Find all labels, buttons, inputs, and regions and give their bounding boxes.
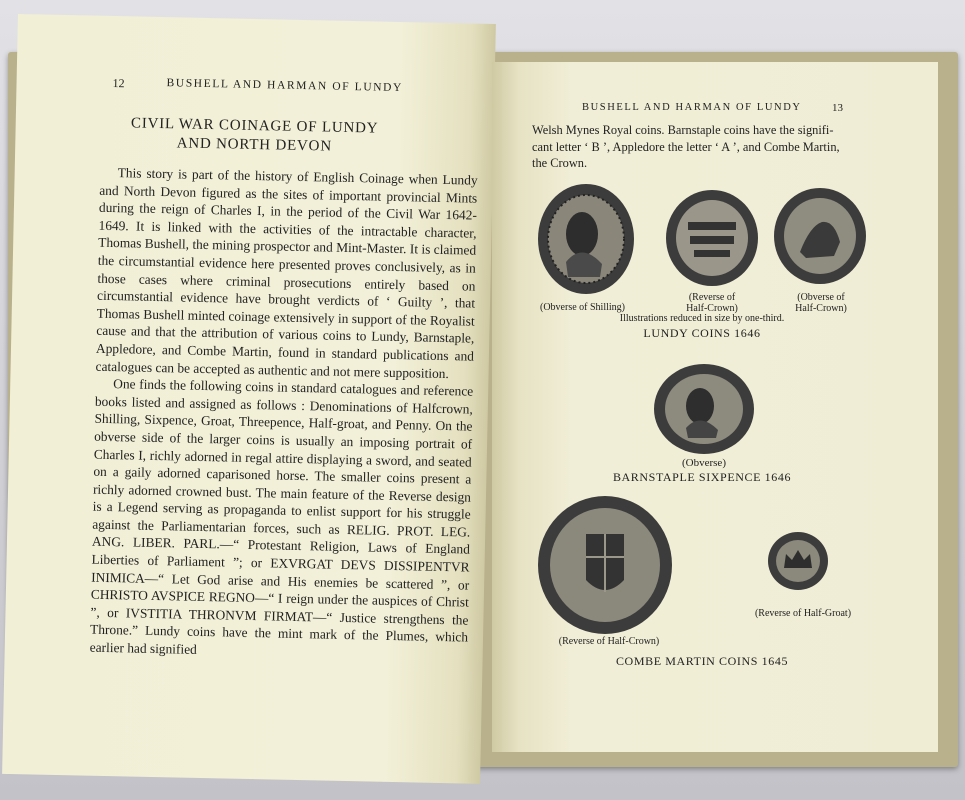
right-page [492,62,938,752]
caption-halfcrown-obverse [786,292,856,314]
intro-line-1: Welsh Mynes Royal coins. Barnstaple coins have the signifi- [532,123,834,137]
intro-line-3: the Crown. [532,156,588,170]
body-text-left [90,164,478,664]
barnstaple-title: BARNSTAPLE SIXPENCE 1646 [612,470,792,484]
intro-text [532,122,878,172]
chapter-title-line2: AND NORTH DEVON [176,135,333,155]
left-page [2,14,496,784]
caption-shilling-obverse: (Obverse of Shilling) [540,302,625,313]
caption-combe-halfcrown-reverse: (Reverse of Half-Crown) [558,636,660,647]
lundy-coins-title: LUNDY COINS 1646 [643,326,761,340]
illustration-note: Illustrations reduced in size by one-third. [619,313,785,324]
chapter-title-line1: CIVIL WAR COINAGE OF LUNDY [130,115,379,137]
paragraph-1: This story is part of the history of English Coinage when Lundy and North Devon figured as the sites of important provincial Mints during the reign of Charles I, in the period of the Civil War 1642-1649. It is linked with the activities of the intractable character, Thomas Bushell, the mining prospector and Mint-Master. It is claimed the circumstantial evidence here presented proves conclusively, as in those cases where criminal prosecutions entirely based on circumstantial evidence have brought verdicts of ‘ Guilty ’, that Thomas Bushell minted coinage extensively in support of the Royalist cause and that the attribution of various coins to Lundy, Barnstaple, Appledore, and Combe Martin, found in standard publications and catalogues can be accepted as authentic and not mere supposition. [95,165,478,381]
halfcrown-reverse-coin-image [664,188,760,288]
running-head-left: BUSHELL AND HARMAN OF LUNDY [166,77,404,95]
combe-martin-halfgroat-coin-image [766,530,830,592]
caption-halfcrown-reverse-line1: (Reverse of [688,292,736,303]
combe-martin-halfcrown-coin-image [536,494,674,636]
combe-martin-title: COMBE MARTIN COINS 1645 [615,654,789,668]
page-number-left: 12 [112,75,125,91]
intro-line-2: cant letter ‘ B ’, Appledore the letter ‘ A ’, and Combe Martin, [532,139,840,154]
caption-halfcrown-reverse [677,292,747,314]
caption-halfcrown-obverse-line1: (Obverse of [797,292,845,303]
shilling-obverse-coin-image [536,182,636,296]
page-number-right: 13 [832,102,843,114]
caption-halfcrown-reverse-line2: Half-Crown) [686,303,738,314]
running-head-right: BUSHELL AND HARMAN OF LUNDY [582,102,802,113]
barnstaple-sixpence-coin-image [652,362,756,456]
caption-obverse: (Obverse) [682,457,726,469]
caption-halfgroat-reverse: (Reverse of Half-Groat) [754,608,852,619]
caption-halfcrown-obverse-line2: Half-Crown) [795,303,847,314]
paragraph-2: One finds the following coins in standard catalogues and reference books listed and assigned as follows : Denominations of Halfcrown, Shilling, Sixpence, Groat, Threepence, Half-groat, and Penny. On the obverse side of the larger coins is usually an imposing portrait of Charles I, richly adorned in regal attire displaying a sword, and seated on a gaily adorned caparisoned horse. The smaller coins present a richly adorned crowned bust. The main feature of the Reverse design is a Legend serving as propaganda to enlist support for his struggle against the Parliamentarian forces, such as RELIG. PROT. LEG. ANG. LIBER. PARL.—“ Protestant Religion, Laws of England Liberties of Parliament ”; or EXVRGAT DEVS DISSIPENTVR INIMICA—“ Let God arise and His enemies be scattered ”, or CHRISTO AVSPICE REGNO—“ I reign under the auspices of Christ ”, or IVSTITIA THRONVM FIRMAT—“ Justice strengthens the Throne.” Lundy coins have the mint mark of the Plumes, which earlier had signified [89,376,474,657]
halfcrown-obverse-coin-image [772,186,868,286]
